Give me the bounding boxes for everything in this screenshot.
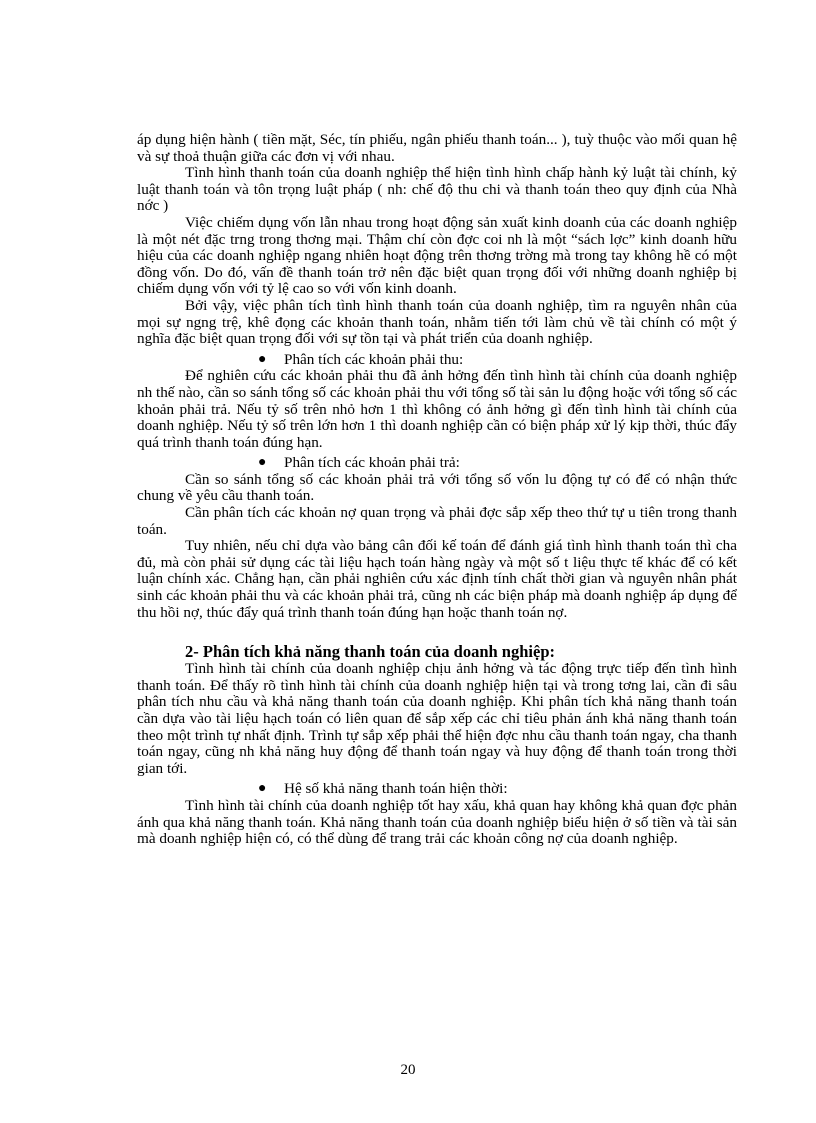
bullet-item — [137, 352, 737, 369]
bullet-icon: ● — [258, 455, 267, 471]
bullet-item — [137, 781, 737, 798]
bullet-text: Phân tích các khoản phải thu: — [284, 350, 464, 368]
bullet-item — [137, 455, 737, 472]
paragraph: Tình hình thanh toán của doanh nghiệp thể hiện tình hình chấp hành kỷ luật tài chính, kỷ luật thanh toán và tôn trọng luật pháp ( nh: chế độ thu chi và thanh toán theo quy định của Nhà nớc ) — [137, 164, 737, 215]
paragraph: Cần so sánh tổng số các khoản phải trả với tổng số vốn lu động tự có để có nhận thức chung về yêu cầu thanh toán. — [137, 470, 737, 505]
bullet-text: Hệ số khả năng thanh toán hiện thời: — [284, 780, 508, 798]
bullet-icon: ● — [258, 351, 267, 367]
bullet-icon: ● — [258, 781, 267, 797]
paragraph: áp dụng hiện hành ( tiền mặt, Séc, tín phiếu, ngân phiếu thanh toán... ), tuỳ thuộc vào mối quan hệ và sự thoả thuận giữa các đơn vị với nhau. — [137, 131, 737, 165]
section-heading: 2- Phân tích khả năng thanh toán của doanh nghiệp: — [185, 642, 555, 662]
bullet-text: Phân tích các khoản phải trả: — [284, 454, 460, 472]
paragraph: Việc chiếm dụng vốn lẫn nhau trong hoạt động sản xuất kinh doanh của các doanh nghiệp là một nét đặc trng trong thơng mại. Thậm chí còn đợc coi nh là một “sách lợc” kinh doanh hữu hiệu của các doanh nghiệp ngang nhiên hoạt động trên thơng trờng mà trong tay không hề có một đồng vốn. Do đó, vấn đề thanh toán trở nên đặc biệt quan trọng đối với những doanh nghiệp bị chiếm dụng vốn với tỷ lệ cao so với vốn kinh doanh. — [137, 213, 737, 298]
paragraph: Bởi vậy, việc phân tích tình hình thanh toán của doanh nghiệp, tìm ra nguyên nhân của mọi sự ngng trệ, khê đọng các khoản thanh toán, nhằm tiến tới làm chủ về tài chính có một ý nghĩa đặc biệt quan trọng đối với sự tồn tại và phát triển của doanh nghiệp. — [137, 296, 737, 348]
paragraph: Tuy nhiên, nếu chỉ dựa vào bảng cân đối kế toán để đánh giá tình hình thanh toán thì cha đủ, mà còn phải sử dụng các tài liệu hạch toán hàng ngày và một số t liệu thực tế khác để có kết luận chính xác. Chẳng hạn, cần phải nghiên cứu xác định tính chất thời gian và nguyên nhân phát sinh các khoản phải thu và các khoản phải trả, cũng nh các biện pháp mà doanh nghiệp áp dụng để thu hồi nợ, thúc đẩy quá trình thanh toán đúng hạn hoặc thanh toán nợ. — [137, 537, 737, 621]
paragraph: Cần phân tích các khoản nợ quan trọng và phải đợc sắp xếp theo thứ tự u tiên trong thanh toán. — [137, 504, 737, 538]
paragraph: Để nghiên cứu các khoản phải thu đã ảnh hởng đến tình hình tài chính của doanh nghiệp nh thế nào, cần so sánh tổng số các khoản phải thu với tổng số tài sản lu động hoặc với tổng số các khoản phải trả. Nếu tỷ số trên nhỏ hơn 1 thì không có ảnh hởng gì đến tình hình tài chính của doanh nghiệp. Nếu tỷ số trên lớn hơn 1 thì doanh nghiệp cần có biện pháp xử lý kịp thời, thúc đẩy quá trình thanh toán đúng hạn. — [137, 367, 737, 451]
page-number: 20 — [400, 1062, 416, 1078]
paragraph: Tình hình tài chính của doanh nghiệp tốt hay xấu, khả quan hay không khả quan đợc phản ánh qua khả năng thanh toán. Khả năng thanh toán của doanh nghiệp biểu hiện ở số tiền và tài sản mà doanh nghiệp hiện có, có thể dùng để trang trải các khoản công nợ của doanh nghiệp. — [137, 796, 737, 848]
paragraph: Tình hình tài chính của doanh nghiệp chịu ảnh hởng và tác động trực tiếp đến tình hình thanh toán. Để thấy rõ tình hình tài chính của doanh nghiệp hiện tại và trong tơng lai, cần đi sâu phân tích nhu cầu và khả năng thanh toán của doanh nghiệp. Khi phân tích khả năng thanh toán cần dựa vào tài liệu hạch toán có liên quan để sắp xếp các chỉ tiêu phản ánh khả năng thanh toán theo một trình tự nhất định. Trình tự sắp xếp phải thể hiện đợc nhu cầu thanh toán ngay, cha thanh toán ngay, cũng nh khả năng huy động để thanh toán ngay và huy động để thanh toán trong thời gian tới. — [137, 660, 737, 777]
body-text — [137, 132, 737, 848]
